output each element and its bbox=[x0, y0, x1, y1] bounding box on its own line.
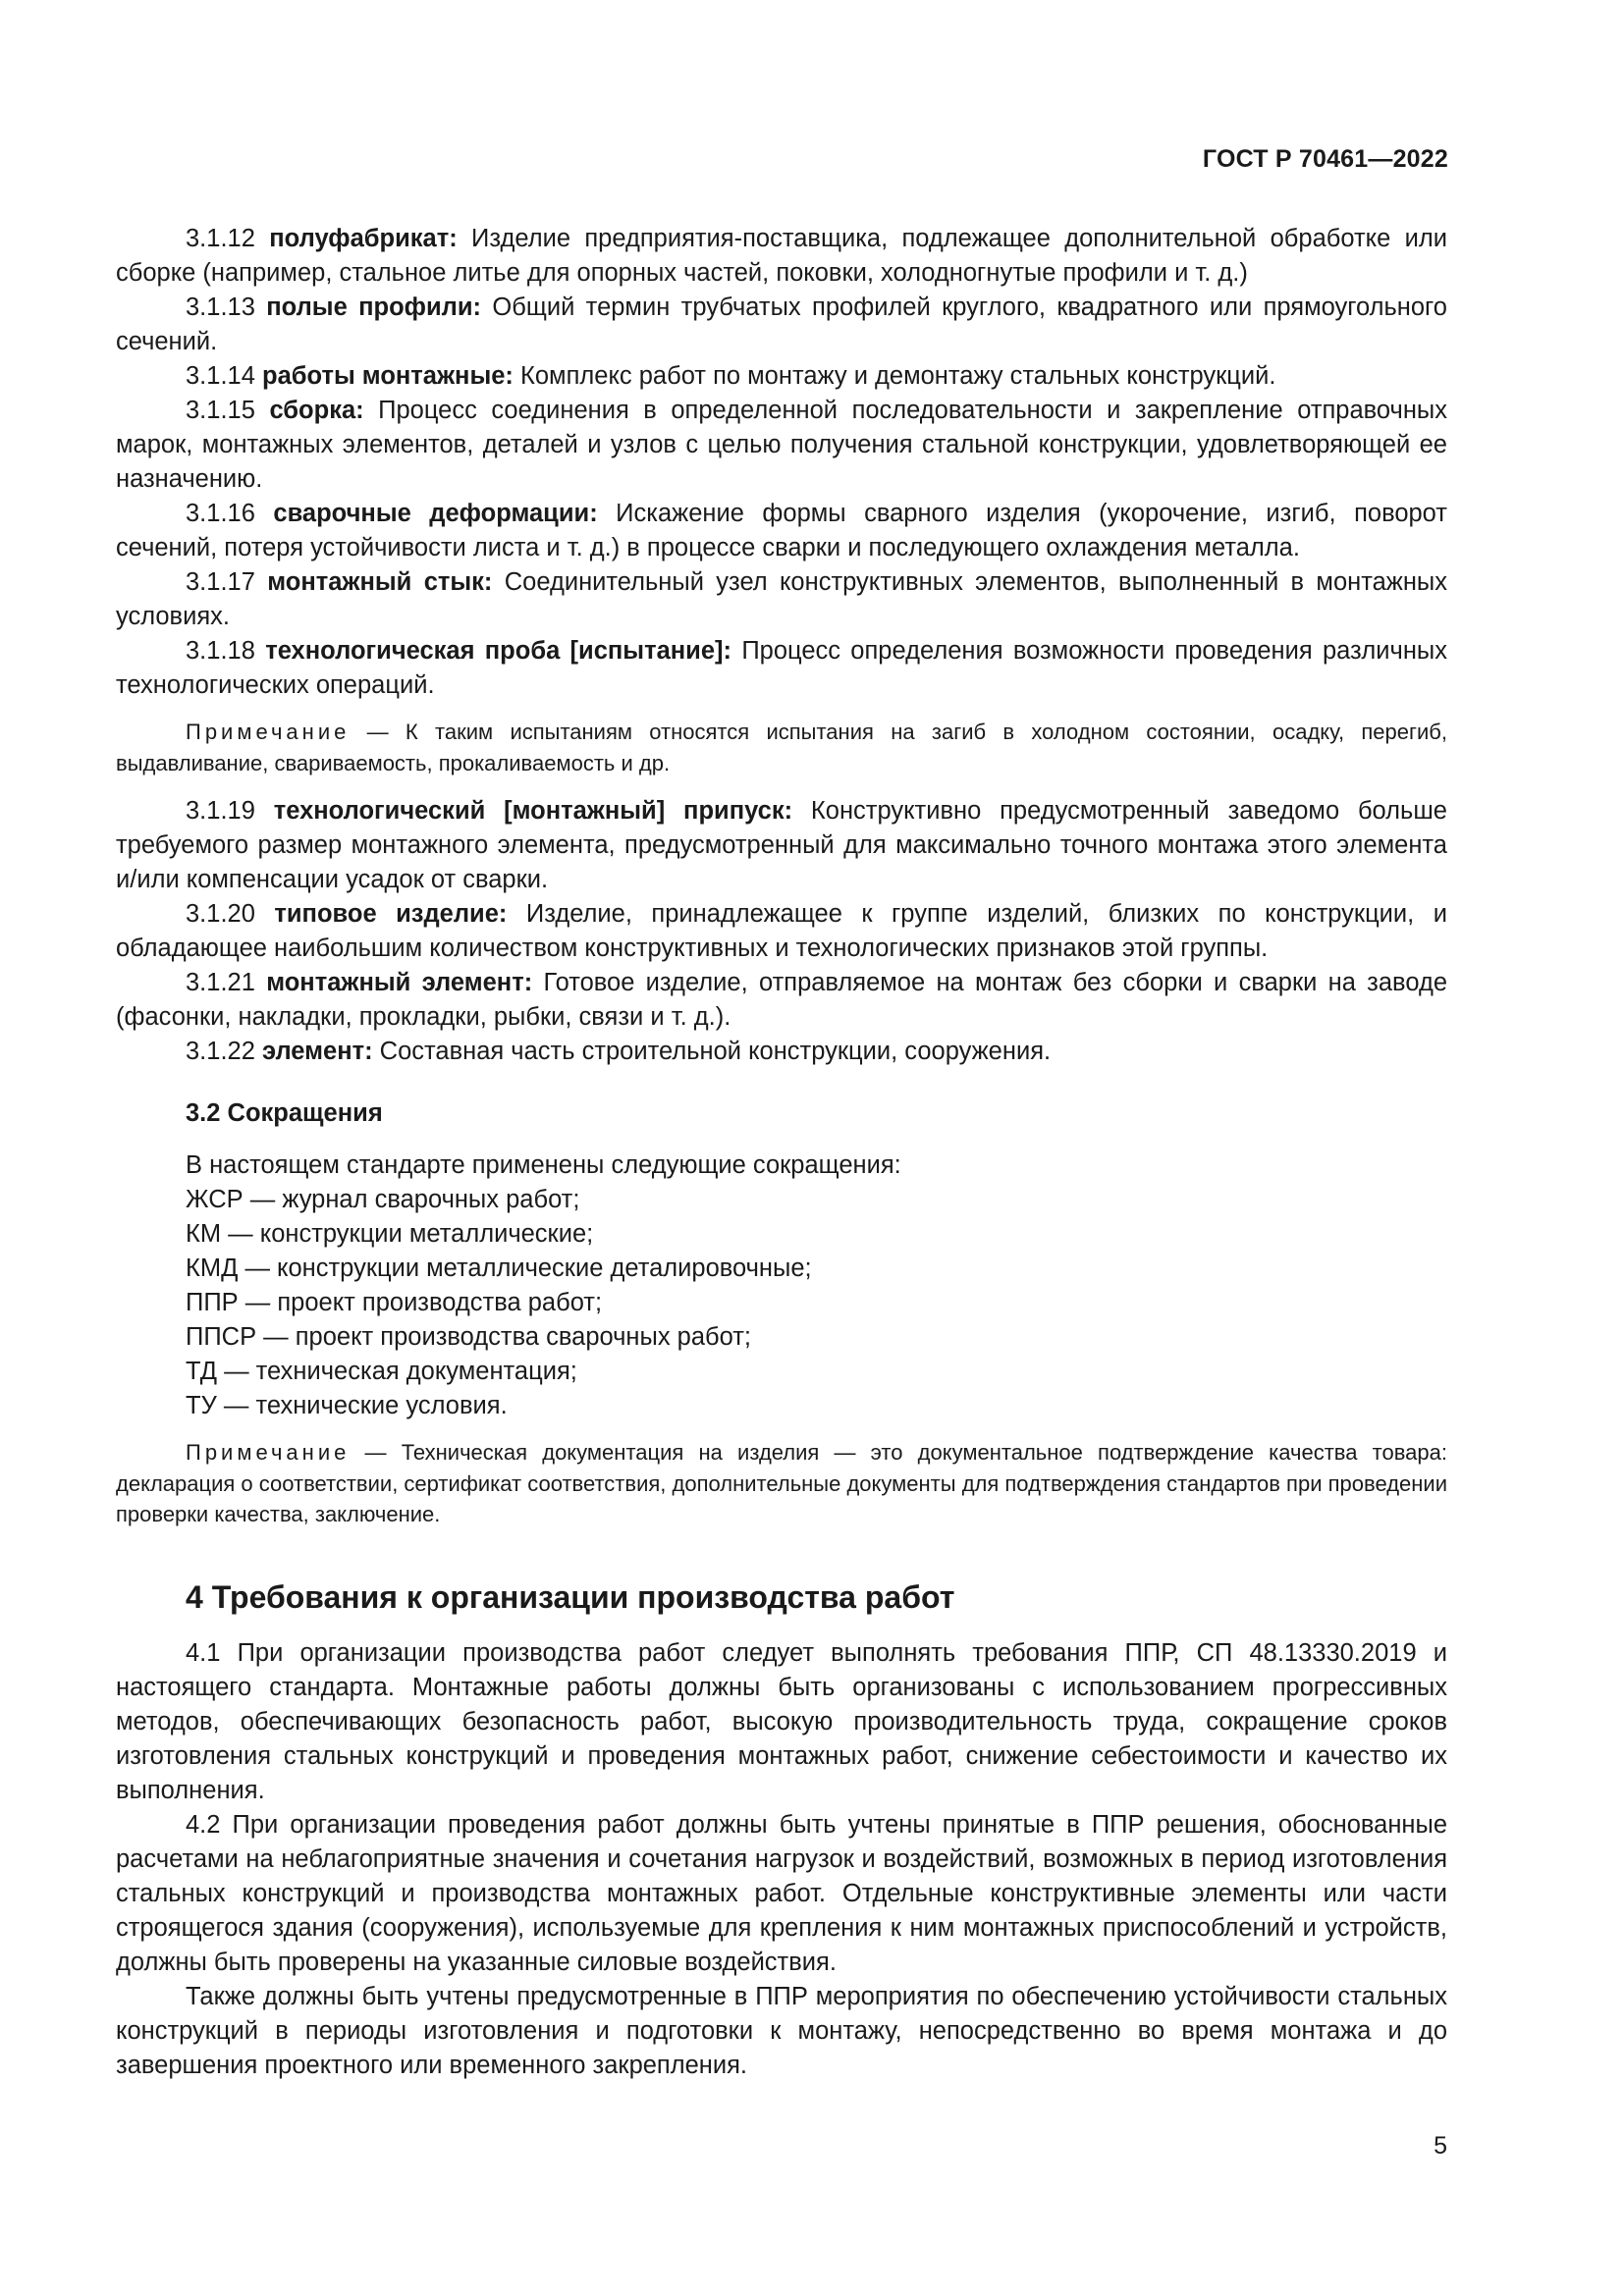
page-number: 5 bbox=[1434, 2132, 1447, 2160]
definition-3-1-16: 3.1.16 сварочные деформации: Искажение формы сварного изделия (укорочение, изгиб, поворот сечений, потеря устойчивости листа и т. д.) в процессе сварки и последующего охлаждения металла. bbox=[116, 500, 1447, 561]
definition-3-1-18: 3.1.18 технологическая проба [испытание]: Процесс определения возможности проведения различных технологических операций. bbox=[116, 637, 1447, 699]
term: сварочные деформации: bbox=[273, 500, 598, 527]
abbreviation-item: КМД — конструкции металлические деталировочные; bbox=[186, 1255, 812, 1282]
term: технологический [монтажный] припуск: bbox=[273, 797, 793, 825]
definition-3-1-17: 3.1.17 монтажный стык: Соединительный узел конструктивных элементов, выполненный в монтажных условиях. bbox=[116, 568, 1447, 630]
definition-3-1-12: 3.1.12 полуфабрикат: Изделие предприятия-поставщика, подлежащее дополнительной обработке или сборке (например, стальное литье для опорных частей, поковки, холодногнутые профили и т. д.) bbox=[116, 225, 1447, 287]
abbreviations-intro: В настоящем стандарте применены следующие сокращения: bbox=[186, 1151, 901, 1179]
note-testing: Примечание — К таким испытаниям относятся испытания на загиб в холодном состоянии, осадку, перегиб, выдавливание, свариваемость, прокаливаемость и др. bbox=[116, 720, 1447, 775]
term: полуфабрикат: bbox=[269, 225, 458, 252]
abbreviation-item: ППСР — проект производства сварочных работ; bbox=[186, 1323, 752, 1351]
definition-3-1-20: 3.1.20 типовое изделие: Изделие, принадлежащее к группе изделий, близких по конструкции, и обладающее наибольшим количеством конструктивных и технологических признаков этой группы. bbox=[116, 900, 1447, 962]
term: полые профили: bbox=[266, 294, 482, 321]
definition-3-1-13: 3.1.13 полые профили: Общий термин трубчатых профилей круглого, квадратного или прямоугольного сечений. bbox=[116, 294, 1447, 355]
term: монтажный стык: bbox=[267, 568, 493, 596]
definition-3-1-21: 3.1.21 монтажный элемент: Готовое изделие, отправляемое на монтаж без сборки и сварки на заводе (фасонки, накладки, прокладки, рыбки, связи и т. д.). bbox=[116, 969, 1447, 1031]
document-id: ГОСТ Р 70461—2022 bbox=[1202, 145, 1448, 173]
paragraph-4-2: 4.2 При организации проведения работ должны быть учтены принятые в ППР решения, обоснованные расчетами на неблагоприятные значения и сочетания нагрузок и воздействий, возможных в период изготовления стальных конструкций и производства монтажных работ. Отдельные конструктивные элементы или части строящегося здания (сооружения), используемые для крепления к ним монтажных приспособлений и устройств, должны быть проверены на указанные силовые воздействия. bbox=[116, 1810, 1447, 1976]
abbreviation-item: ППР — проект производства работ; bbox=[186, 1289, 603, 1316]
page-content bbox=[116, 222, 1447, 2083]
term: сборка: bbox=[269, 397, 364, 424]
note-documentation: Примечание — Техническая документация на изделия — это документальное подтверждение качества товара: декларация о соответствии, сертификат соответствия, дополнительные документы для подтверждения стандартов при проведении проверки качества, заключение. bbox=[116, 1440, 1447, 1526]
definition-3-1-15: 3.1.15 сборка: Процесс соединения в определенной последовательности и закрепление отправочных марок, монтажных элементов, деталей и узлов с целью получения стальной конструкции, удовлетворяющей ее назначению. bbox=[116, 397, 1447, 493]
abbreviation-item: ТУ — технические условия. bbox=[186, 1392, 508, 1419]
abbreviation-item: КМ — конструкции металлические; bbox=[186, 1220, 594, 1248]
definition-3-1-22: 3.1.22 элемент: Составная часть строительной конструкции, сооружения. bbox=[186, 1038, 1052, 1065]
section-3-2-title: 3.2 Сокращения bbox=[186, 1099, 383, 1127]
section-4-title: 4 Требования к организации производства работ bbox=[186, 1578, 955, 1615]
paragraph-4-1: 4.1 При организации производства работ следует выполнять требования ППР, СП 48.13330.2019 и настоящего стандарта. Монтажные работы должны быть организованы с использованием прогрессивных методов, обеспечивающих безопасность работ, высокую производительность труда, сокращение сроков изготовления стальных конструкций и проведения монтажных работ, снижение себестоимости и качество их выполнения. bbox=[116, 1638, 1447, 1804]
definition-3-1-19: 3.1.19 технологический [монтажный] припуск: Конструктивно предусмотренный заведомо больше требуемого размер монтажного элемента, предусмотренный для максимально точного монтажа этого элемента и/или компенсации усадок от сварки. bbox=[116, 797, 1447, 893]
definition-3-1-14: 3.1.14 работы монтажные: Комплекс работ по монтажу и демонтажу стальных конструкций. bbox=[186, 362, 1276, 390]
note-label: Примечание bbox=[186, 720, 351, 744]
note-label: Примечание bbox=[186, 1440, 351, 1465]
term: работы монтажные: bbox=[262, 362, 514, 390]
term: элемент: bbox=[262, 1038, 373, 1065]
paragraph-4-2-continued: Также должны быть учтены предусмотренные в ППР мероприятия по обеспечению устойчивости стальных конструкций в периоды изготовления и подготовки к монтажу, непосредственно во время монтажа и до завершения проектного или временного закрепления. bbox=[116, 1982, 1447, 2079]
abbreviation-item: ЖСР — журнал сварочных работ; bbox=[186, 1186, 580, 1213]
term: монтажный элемент: bbox=[266, 969, 533, 996]
term: технологическая проба [испытание]: bbox=[265, 637, 732, 665]
term: типовое изделие: bbox=[274, 900, 508, 928]
abbreviation-item: ТД — техническая документация; bbox=[186, 1358, 577, 1385]
